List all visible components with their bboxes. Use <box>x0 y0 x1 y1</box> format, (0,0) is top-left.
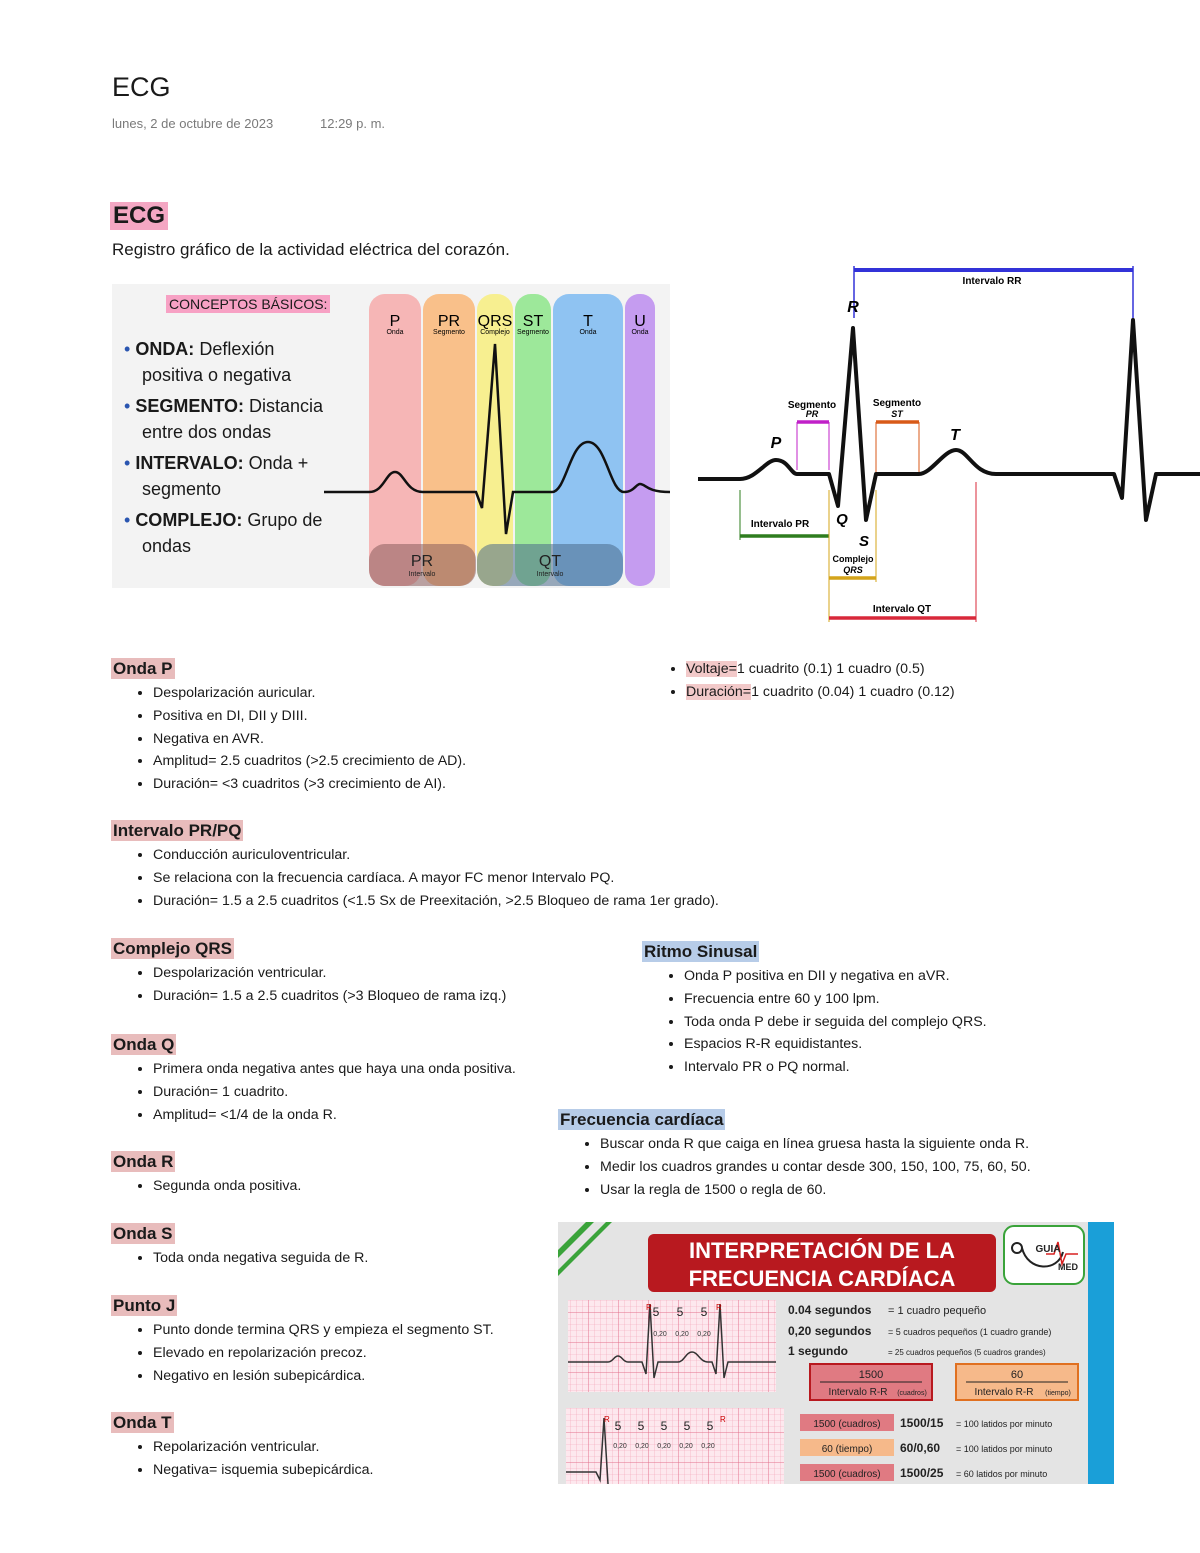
band-st-label: ST <box>522 313 544 330</box>
ecg-labeled-diagram <box>696 262 1200 632</box>
section-title: Onda Q <box>113 1035 175 1054</box>
seg-pr-sub: PR <box>805 409 819 419</box>
list-item: • Amplitud= 2.5 cuadritos (>2.5 crecimiento de AD). <box>153 750 466 773</box>
section-onda-p <box>111 658 466 796</box>
strip1-count: 5 <box>700 1305 708 1319</box>
strip1-count: 5 <box>676 1305 684 1319</box>
list-item: • Negativa en AVR. <box>153 728 466 751</box>
list-item: • Toda onda P debe ir seguida del complejo QRS. <box>684 1011 987 1034</box>
strip2-count: 5 <box>706 1419 714 1433</box>
strip2-count: 5 <box>683 1419 691 1433</box>
list-item: • Espacios R-R equidistantes. <box>684 1033 987 1056</box>
band-qrs-label: QRS <box>477 313 513 330</box>
strip2-time: 0,20 <box>701 1443 715 1450</box>
formula-calc: 1500/25 <box>900 1466 944 1480</box>
formula-calc: 1500/15 <box>900 1416 944 1430</box>
formula-tag-text: 1500 (cuadros) <box>813 1419 881 1430</box>
list-item: • Onda P positiva en DII y negativa en aVR. <box>684 965 987 988</box>
section-ritmo-sinusal <box>642 941 987 1079</box>
list-item: • Amplitud= <1/4 de la onda R. <box>153 1104 516 1127</box>
section-punto-j <box>111 1295 494 1387</box>
formula-box-60-top: 60 <box>1010 1369 1024 1381</box>
list-item: • Toda onda negativa seguida de R. <box>153 1247 368 1270</box>
list-item: • Buscar onda R que caiga en línea gruesa hasta la siguiente onda R. <box>600 1133 1031 1156</box>
list-item: • Intervalo PR o PQ normal. <box>684 1056 987 1079</box>
formula-box-1500-top: 1500 <box>858 1369 884 1381</box>
list-item: • Duración= 1.5 a 2.5 cuadritos (<1.5 Sx de Preexitación, >2.5 Bloqueo de rama 1er grado). <box>153 890 719 913</box>
section-heading-ecg: ECG <box>110 202 168 230</box>
strip2-count: 5 <box>614 1419 622 1433</box>
r-label: R <box>847 299 859 316</box>
equiv-b: = 1 cuadro pequeño <box>888 1305 987 1317</box>
band-pr-sub: Segmento <box>433 329 465 336</box>
note-time: 12:29 p. m. <box>320 116 386 131</box>
qrs-label: Complejo <box>832 554 874 564</box>
conceptos-basicos-figure <box>112 284 670 588</box>
section-onda-r <box>111 1151 301 1198</box>
logo-text-1: GUIA <box>1035 1244 1061 1255</box>
voltaje-duracion-list <box>644 658 955 704</box>
concept-text: segmento <box>142 479 222 499</box>
concept-text: Onda + <box>243 453 309 473</box>
s-label: S <box>858 533 870 550</box>
ecg-definition: Registro gráfico de la actividad eléctrica del corazón. <box>112 240 510 259</box>
q-label: Q <box>836 511 848 528</box>
concept-term: SEGMENTO: <box>135 396 244 416</box>
voltaje-text: 1 cuadrito (0.1) 1 cuadro (0.5) <box>736 661 925 677</box>
list-item: • Segunda onda positiva. <box>153 1175 301 1198</box>
list-item: • Despolarización auricular. <box>153 682 466 705</box>
section-frecuencia-cardiaca <box>558 1109 1031 1201</box>
strip2-r-label: R <box>720 1415 726 1424</box>
ecg-trace-labeled <box>698 320 1200 520</box>
int-qt-label: Intervalo QT <box>872 604 932 615</box>
seg-st-sub: ST <box>891 409 903 419</box>
bullet-icon: • <box>124 510 136 530</box>
bullet-icon: • <box>124 339 136 359</box>
strip1-time: 0,20 <box>675 1331 689 1338</box>
decor-side-bar <box>1088 1222 1114 1484</box>
strip2-time: 0,20 <box>679 1443 693 1450</box>
duracion-term: Duración= <box>686 683 752 700</box>
int-pr-label: Intervalo PR <box>750 519 810 530</box>
list-item: • Frecuencia entre 60 y 100 lpm. <box>684 988 987 1011</box>
strip1-count: 5 <box>652 1305 660 1319</box>
list-item: • Duración= <3 cuadritos (>3 crecimiento de AI). <box>153 773 466 796</box>
interval-pr-sub: Intervalo <box>408 571 436 578</box>
strip1-r-label: R <box>716 1303 722 1312</box>
formula-result: = 100 latidos por minuto <box>956 1419 1053 1429</box>
band-qrs-sub: Complejo <box>480 329 510 336</box>
concept-term: COMPLEJO: <box>135 510 243 530</box>
list-item: • Negativo en lesión subepicárdica. <box>153 1365 494 1388</box>
interval-qt-sub: Intervalo <box>536 571 564 578</box>
seg-pr-label: Segmento <box>787 400 837 411</box>
band-pr-label: PR <box>437 313 461 330</box>
list-item: • Despolarización ventricular. <box>153 962 506 985</box>
formula-calc: 60/0,60 <box>900 1441 941 1455</box>
strip2-r-label: R <box>604 1415 610 1424</box>
list-item: • Punto donde termina QRS y empieza el segmento ST. <box>153 1319 494 1342</box>
band-p <box>369 294 421 586</box>
band-p-sub: Onda <box>386 329 404 336</box>
band-t-label: T <box>583 313 593 330</box>
section-title: Ritmo Sinusal <box>644 942 758 961</box>
list-item: • Usar la regla de 1500 o regla de 60. <box>600 1179 1031 1202</box>
strip1-time: 0,20 <box>697 1331 711 1338</box>
equiv-a: 0.04 segundos <box>788 1303 872 1317</box>
list-item: • Negativa= isquemia subepicárdica. <box>153 1459 373 1482</box>
interval-qt-label: QT <box>538 553 562 570</box>
list-item: • Se relaciona con la frecuencia cardíaca. A mayor FC menor Intervalo PQ. <box>153 867 719 890</box>
list-item: • Positiva en DI, DII y DIII. <box>153 705 466 728</box>
concept-text: entre dos ondas <box>142 422 272 442</box>
formula-box-1500-bottom: Intervalo R-R <box>828 1387 888 1398</box>
band-u <box>625 294 655 586</box>
list-item <box>686 658 955 681</box>
list-item: • Primera onda negativa antes que haya una onda positiva. <box>153 1058 516 1081</box>
logo-text-2: MED <box>1058 1262 1078 1272</box>
ecg-strip-1-grid <box>568 1300 776 1392</box>
infographic-svg <box>558 1222 1114 1484</box>
section-title: Onda S <box>113 1224 173 1243</box>
strip2-time: 0,20 <box>635 1443 649 1450</box>
concept-text: ondas <box>142 536 192 556</box>
bullet-icon: • <box>124 396 136 416</box>
section-onda-s <box>111 1223 368 1270</box>
strip2-time: 0,20 <box>613 1443 627 1450</box>
strip2-count: 5 <box>637 1419 645 1433</box>
equiv-b: = 5 cuadros pequeños (1 cuadro grande) <box>888 1327 1052 1337</box>
infographic-title-1: INTERPRETACIÓN DE LA <box>688 1238 956 1263</box>
list-item: • Duración= 1.5 a 2.5 cuadritos (>3 Bloqueo de rama izq.) <box>153 985 506 1008</box>
equiv-a: 1 segundo <box>788 1344 849 1358</box>
t-label: T <box>950 427 960 444</box>
section-title: Onda P <box>113 659 173 678</box>
concept-text: Distancia <box>244 396 324 416</box>
equiv-b: = 25 cuadros pequeños (5 cuadros grandes) <box>888 1348 1046 1357</box>
list-item: • Duración= 1 cuadrito. <box>153 1081 516 1104</box>
formula-result: = 100 latidos por minuto <box>956 1444 1053 1454</box>
formula-tag-text: 1500 (cuadros) <box>813 1469 881 1480</box>
infographic-title-2: FRECUENCIA CARDÍACA <box>688 1266 956 1291</box>
formula-box-60-note: (tiempo) <box>1045 1390 1071 1397</box>
band-u-label: U <box>634 313 646 330</box>
formula-result: = 60 latidos por minuto <box>956 1469 1048 1479</box>
formula-box-1500-note: (cuadros) <box>897 1390 927 1397</box>
note-date: lunes, 2 de octubre de 2023 <box>112 116 274 131</box>
page-title: ECG <box>112 72 171 102</box>
section-title: Punto J <box>113 1296 176 1315</box>
band-t-sub: Onda <box>579 329 597 336</box>
section-intervalo-pr <box>111 820 719 912</box>
list-item: • Conducción auriculoventricular. <box>153 844 719 867</box>
p-label: P <box>770 435 782 452</box>
ecg-strip-2-grid <box>566 1408 784 1484</box>
band-qrs <box>477 294 513 586</box>
formula-tag-text: 60 (tiempo) <box>821 1444 873 1455</box>
equiv-a: 0,20 segundos <box>788 1324 872 1338</box>
list-item: • Elevado en repolarización precoz. <box>153 1342 494 1365</box>
list-item <box>686 681 955 704</box>
infographic-frecuencia <box>558 1222 1114 1484</box>
strip1-r-label: R <box>646 1303 652 1312</box>
list-item: • Medir los cuadros grandes u contar desde 300, 150, 100, 75, 60, 50. <box>600 1156 1031 1179</box>
strip1-time: 0,20 <box>653 1331 667 1338</box>
conceptos-title: CONCEPTOS BÁSICOS: <box>166 295 330 313</box>
band-u-sub: Onda <box>631 329 649 336</box>
section-complejo-qrs <box>111 938 506 1008</box>
band-st <box>515 294 551 586</box>
section-onda-t <box>111 1412 373 1482</box>
formula-box-60-bottom: Intervalo R-R <box>974 1387 1034 1398</box>
strip2-count: 5 <box>660 1419 668 1433</box>
band-st-sub: Segmento <box>517 329 549 336</box>
seg-st-label: Segmento <box>872 398 922 409</box>
band-pr <box>423 294 475 586</box>
logo-frame <box>1004 1226 1084 1284</box>
rr-label: Intervalo RR <box>962 276 1022 287</box>
concept-term: INTERVALO: <box>135 453 244 473</box>
concept-text: positiva o negativa <box>142 365 292 385</box>
section-title: Onda R <box>113 1152 174 1171</box>
interval-pr-label: PR <box>410 553 434 570</box>
list-item: • Repolarización ventricular. <box>153 1436 373 1459</box>
concept-term: ONDA: <box>135 339 195 359</box>
concept-text: Grupo de <box>242 510 323 530</box>
section-title: Intervalo PR/PQ <box>113 821 242 840</box>
section-title: Frecuencia cardíaca <box>560 1110 724 1129</box>
ecg-bands-svg <box>324 284 670 588</box>
qrs-sub: QRS <box>843 565 863 575</box>
strip2-time: 0,20 <box>657 1443 671 1450</box>
bullet-icon: • <box>124 453 136 473</box>
band-p-label: P <box>389 313 401 330</box>
concept-text: Deflexión <box>194 339 275 359</box>
duracion-text: 1 cuadrito (0.04) 1 cuadro (0.12) <box>751 683 955 700</box>
band-t <box>553 294 623 586</box>
section-title: Complejo QRS <box>113 939 233 958</box>
section-title: Onda T <box>113 1413 172 1432</box>
voltaje-term: Voltaje= <box>686 661 737 677</box>
section-onda-q <box>111 1034 516 1126</box>
